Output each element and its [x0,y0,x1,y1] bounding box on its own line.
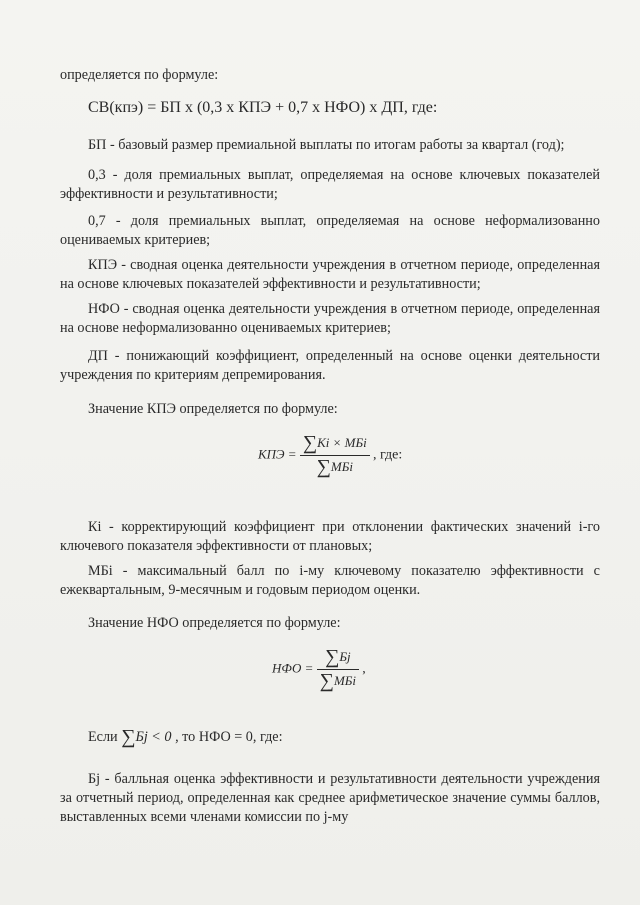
kpe-numerator: Ki × MБi [317,435,367,450]
nfo-numerator: Бj [339,649,351,664]
kpe-formula [258,432,402,479]
def-kpe: КПЭ - сводная оценка деятельности учреждения в отчетном периоде, определенная на основе ключевых показателей эффективности и результативности; [60,257,600,292]
nfo-intro: Значение НФО определяется по формуле: [88,615,341,631]
condition-suffix: , то НФО = 0, где: [175,729,283,745]
nfo-formula-lhs: НФО = [272,660,314,676]
kpe-denominator: MБi [330,459,353,474]
def-03: 0,3 - доля премиальных выплат, определяемая на основе ключевых показателей эффективности и результативности; [60,167,600,202]
def-nfo: НФО - сводная оценка деятельности учреждения в отчетном периоде, определенная на основе неформализованно оцениваемых критериев; [60,301,600,336]
def-ki: Кi - корректирующий коэффициент при отклонении фактических значений i-го ключевого показателя эффективности от плановых; [60,519,600,554]
def-bp: БП - базовый размер премиальной выплаты по итогам работы за квартал (год); [88,137,565,153]
nfo-formula [272,646,366,693]
kpe-intro: Значение КПЭ определяется по формуле: [88,401,338,417]
def-dp: ДП - понижающий коэффициент, определенный на основе оценки деятельности учреждения по критериям депремирования. [60,348,600,383]
def-bj: Бj - балльная оценка эффективности и результативности деятельности учреждения за отчетный период, определенная как среднее арифметическое значение суммы баллов, выставленных всеми членами комиссии по j-му [60,771,600,825]
kpe-formula-tail: , где: [373,447,403,463]
condition-line: Если ∑Бj < 0 , то НФО = 0, где: [88,726,283,748]
nfo-formula-tail: , [362,661,366,677]
nfo-fraction: $\frac{\sum Бj}{\text{∑MБi}}$ [317,646,359,693]
def-mbi: МБi - максимальный балл по i-му ключевому показателю эффективности с ежеквартальным, 9-месячным и годовым периодом оценки. [60,563,600,598]
nfo-denominator: MБi [333,673,357,688]
def-07: 0,7 - доля премиальных выплат, определяемая на основе неформализованно оцениваемых критериев; [60,213,600,248]
condition-prefix: Если [88,729,118,745]
main-formula: СВ(кпэ) = БП х (0,3 х КПЭ + 0,7 х НФО) х ДП, где: [88,99,438,116]
kpe-fraction: $\frac{\text{∑Ki × MБi}}{\text{∑MБi}}$ [300,432,370,479]
kpe-formula-lhs: КПЭ = [258,446,297,462]
condition-expression: Бj < 0 [135,729,172,745]
intro-line: определяется по формуле: [60,67,219,83]
